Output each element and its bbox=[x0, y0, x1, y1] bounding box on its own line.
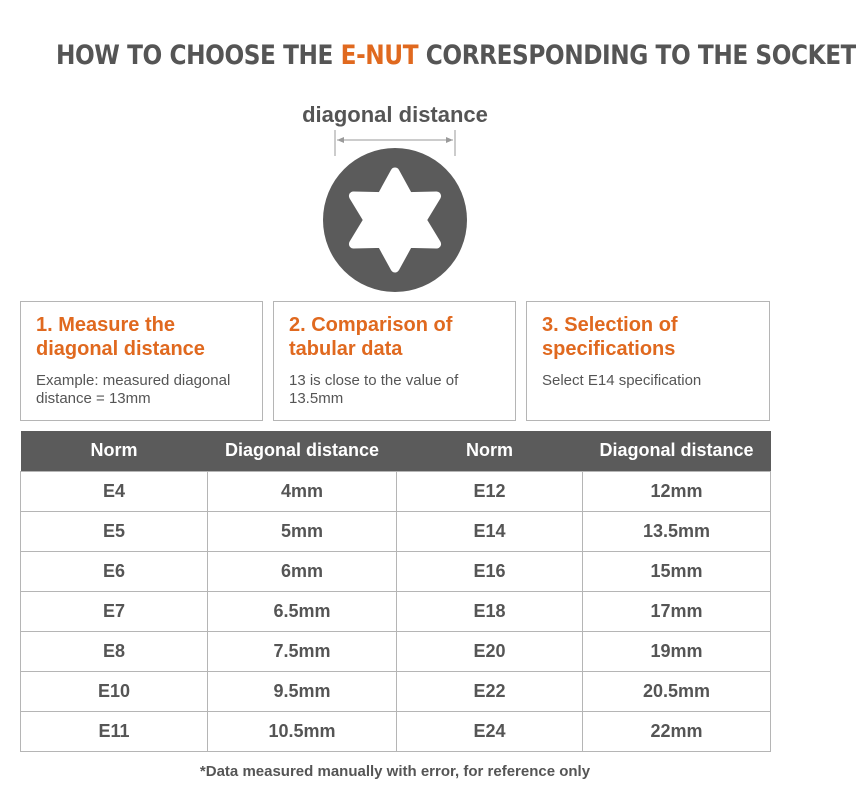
table-cell: E11 bbox=[21, 711, 208, 751]
table-cell: E8 bbox=[21, 631, 208, 671]
table-cell: 12mm bbox=[583, 471, 771, 511]
table-row bbox=[21, 631, 771, 671]
spec-table bbox=[20, 431, 771, 752]
header-norm: Norm bbox=[21, 431, 208, 471]
step-text: Select E14 specification bbox=[542, 372, 702, 389]
table-row bbox=[21, 471, 771, 511]
table-row bbox=[21, 511, 771, 551]
step-card-select bbox=[526, 301, 770, 421]
table-cell: 22mm bbox=[583, 711, 771, 751]
table-row bbox=[21, 671, 771, 711]
table-cell: E7 bbox=[21, 591, 208, 631]
title-prefix: HOW TO CHOOSE THE bbox=[56, 40, 341, 71]
table-cell: E14 bbox=[397, 511, 583, 551]
table-cell: E12 bbox=[397, 471, 583, 511]
diagonal-distance-label: diagonal distance bbox=[302, 102, 488, 127]
title-accent: E-NUT bbox=[340, 40, 419, 71]
table-cell: E5 bbox=[21, 511, 208, 551]
page-title bbox=[56, 40, 856, 71]
table-cell: E20 bbox=[397, 631, 583, 671]
table-cell: E6 bbox=[21, 551, 208, 591]
table-cell: E22 bbox=[397, 671, 583, 711]
table-cell: 19mm bbox=[583, 631, 771, 671]
table-cell: 4mm bbox=[208, 471, 397, 511]
step-title: 1. Measure the diagonal distance bbox=[36, 314, 205, 360]
table-cell: 17mm bbox=[583, 591, 771, 631]
table-cell: 20.5mm bbox=[583, 671, 771, 711]
title-suffix: CORRESPONDING TO THE SOCKET bbox=[418, 40, 856, 71]
step-card-measure bbox=[20, 301, 263, 421]
header-diagonal-distance: Diagonal distance bbox=[583, 431, 771, 471]
table-cell: 15mm bbox=[583, 551, 771, 591]
torx-socket-icon bbox=[300, 128, 490, 293]
table-cell: 10.5mm bbox=[208, 711, 397, 751]
table-cell: E10 bbox=[21, 671, 208, 711]
table-cell: E16 bbox=[397, 551, 583, 591]
step-text: Example: measured diagonal distance = 13mm bbox=[36, 372, 231, 407]
table-cell: E24 bbox=[397, 711, 583, 751]
header-norm: Norm bbox=[397, 431, 583, 471]
measure-arrow-right bbox=[446, 137, 453, 143]
measure-arrow-left bbox=[337, 137, 344, 143]
table-cell: 9.5mm bbox=[208, 671, 397, 711]
step-title: 3. Selection of specifications bbox=[542, 314, 678, 360]
table-row bbox=[21, 591, 771, 631]
footnote: *Data measured manually with error, for reference only bbox=[199, 763, 591, 780]
table-cell: 6mm bbox=[208, 551, 397, 591]
table-cell: 6.5mm bbox=[208, 591, 397, 631]
table-cell: 13.5mm bbox=[583, 511, 771, 551]
table-header-row bbox=[21, 431, 771, 471]
step-card-compare bbox=[273, 301, 516, 421]
step-title: 2. Comparison of tabular data bbox=[289, 314, 453, 360]
table-cell: 5mm bbox=[208, 511, 397, 551]
table-cell: E18 bbox=[397, 591, 583, 631]
table-cell: 7.5mm bbox=[208, 631, 397, 671]
table-cell: E4 bbox=[21, 471, 208, 511]
table-row bbox=[21, 551, 771, 591]
step-text: 13 is close to the value of 13.5mm bbox=[289, 372, 459, 407]
header-diagonal-distance: Diagonal distance bbox=[208, 431, 397, 471]
table-row bbox=[21, 711, 771, 751]
